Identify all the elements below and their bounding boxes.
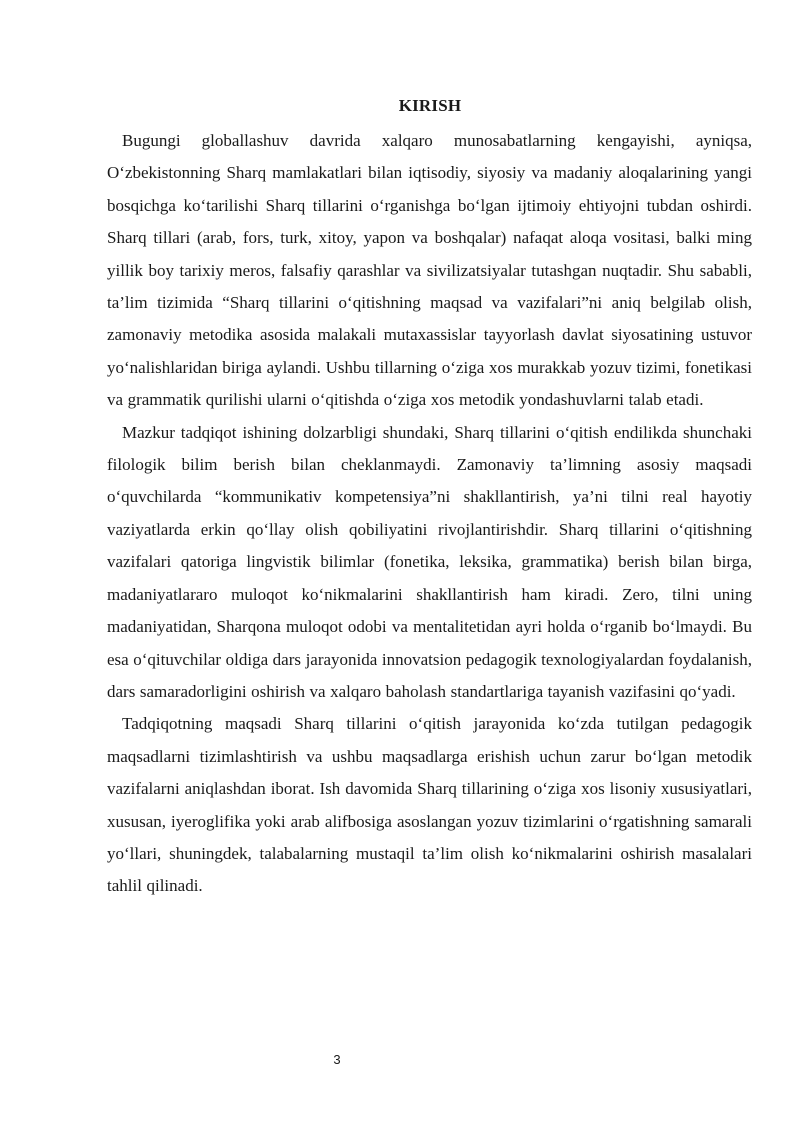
page-number: 3 [333,1052,341,1067]
body-text [107,125,752,903]
paragraph-1: Bugungi globallashuv davrida xalqaro munosabatlarning kengayishi, ayniqsa, O‘zbekistonning Sharq mamlakatlari bilan iqtisodiy, siyosiy va madaniy aloqalarining yangi bosqichga ko‘tarilishi Sharq tillarini o‘rganishga bo‘lgan ijtimoiy ehtiyojni tubdan oshirdi. Sharq tillari (arab, fors, turk, xitoy, yapon va boshqalar) nafaqat aloqa vositasi, balki ming yillik boy tarixiy meros, falsafiy qarashlar va sivilizatsiyalar tutashgan nuqtadir. Shu sababli, ta’lim tizimida “Sharq tillarini o‘qitishning maqsad va vazifalari”ni aniq belgilab olish, zamonaviy metodika asosida malakali mutaxassislar tayyorlash davlat siyosatining ustuvor yo‘nalishlaridan biriga aylandi. Ushbu tillarning o‘ziga xos murakkab yozuv tizimi, fonetikasi va grammatik qurilishi ularni o‘qitishda o‘ziga xos metodik yondashuvlarni talab etadi. [107,131,752,410]
paragraph-2: Mazkur tadqiqot ishining dolzarbligi shundaki, Sharq tillarini o‘qitish endilikda shunchaki filologik bilim berish bilan cheklanmaydi. Zamonaviy ta’limning asosiy maqsadi o‘quvchilarda “kommunikativ kompetensiya”ni shakllantirish, ya’ni tilni real hayotiy vaziyatlarda erkin qo‘llay olish qobiliyatini rivojlantirishdir. Sharq tillarini o‘qitishning vazifalari qatoriga lingvistik bilimlar (fonetika, leksika, grammatika) berish bilan birga, madaniyatlararo muloqot ko‘nikmalarini shakllantirish ham kiradi. Zero, tilni uning madaniyatidan, Sharqona muloqot odobi va mentalitetidan ayri holda o‘rganib bo‘lmaydi. Bu esa o‘qituvchilar oldiga dars jarayonida innovatsion pedagogik texnologiyalardan foydalanish, dars samaradorligini oshirish va xalqaro baholash standartlariga tayanish vazifasini qo‘yadi. [107,422,752,701]
paragraph-3: Tadqiqotning maqsadi Sharq tillarini o‘qitish jarayonida ko‘zda tutilgan pedagogik maqsadlarni tizimlashtirish va ushbu maqsadlarga erishish uchun zarur bo‘lgan metodik vazifalarni aniqlashdan iborat. Ish davomida Sharq tillarining o‘ziga xos lisoniy xususiyatlari, xususan, iyeroglifika yoki arab alifbosiga asoslangan yozuv tizimlarini o‘rgatishning samarali yo‘llari, shuningdek, talabalarning mustaqil ta’lim olish ko‘nikmalarini oshirish masalalari tahlil qilinadi. [107,714,752,896]
section-title: KIRISH [398,96,462,115]
